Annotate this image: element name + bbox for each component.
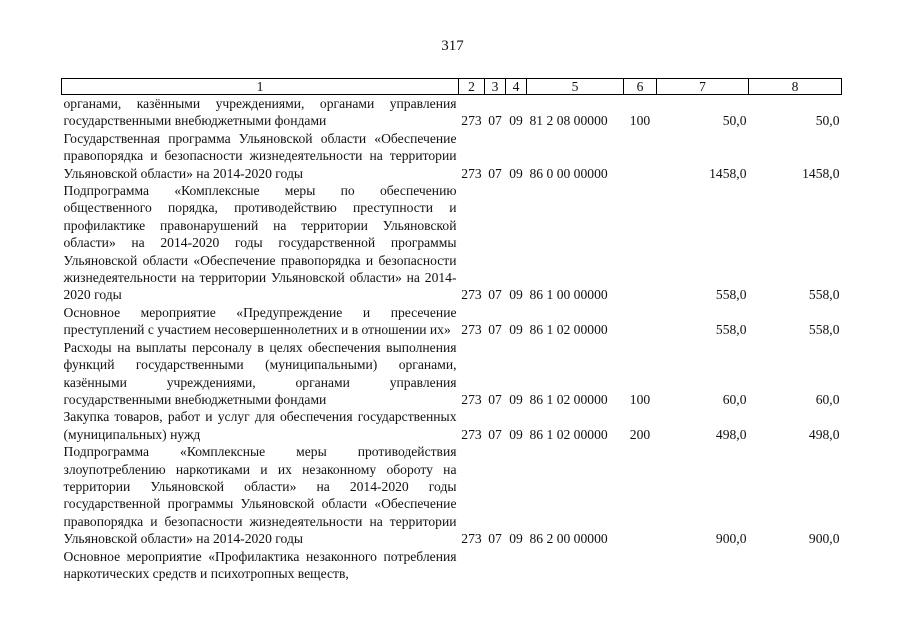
page-number: 317: [441, 38, 464, 54]
target-article-code: 86 1 02 00000: [529, 426, 608, 442]
column-header: 7: [657, 79, 749, 95]
section-code: 07: [488, 531, 502, 547]
table-row: [62, 182, 842, 304]
section-code: 07: [488, 113, 502, 129]
amount-col7: 900,0: [715, 531, 747, 547]
ministry-code: [459, 548, 485, 583]
subsection-code: 09: [509, 113, 523, 129]
column-header: 6: [624, 79, 657, 95]
amount-col7: 60,0: [722, 391, 747, 407]
expense-type-code: [624, 304, 657, 339]
row-description: Закупка товаров, работ и услуг для обеспечения государственных (муниципальных) нужд: [63, 409, 457, 442]
amount-col8: 558,0: [808, 322, 840, 338]
table-row: [62, 408, 842, 443]
column-header: 3: [485, 79, 506, 95]
table-row: [62, 130, 842, 182]
subsection-code: 09: [509, 426, 523, 442]
ministry-code: 273: [461, 531, 482, 547]
amount-col7: 50,0: [722, 113, 747, 129]
subsection-code: [506, 548, 527, 583]
target-article-code: 86 1 02 00000: [529, 322, 608, 338]
expense-type-code: 100: [629, 391, 651, 407]
ministry-code: 273: [461, 391, 482, 407]
amount-col8: 900,0: [808, 531, 840, 547]
row-description: Основное мероприятие «Предупреждение и пресечение преступлений с участием несовершеннолетних и в отношении их»: [63, 304, 457, 338]
amount-col7: 1458,0: [709, 165, 747, 181]
section-code: 07: [488, 391, 502, 407]
ministry-code: 273: [461, 426, 482, 442]
table-row: [62, 304, 842, 339]
column-header: 4: [506, 79, 527, 95]
expense-type-code: 100: [629, 113, 651, 129]
section-code: [485, 548, 506, 583]
table-row: [62, 95, 842, 130]
expense-type-code: [624, 182, 657, 304]
target-article-code: [527, 548, 624, 583]
amount-col7: 498,0: [715, 426, 747, 442]
amount-col8: 60,0: [815, 391, 840, 407]
row-description: Государственная программа Ульяновской области «Обеспечение правопорядка и безопасности жизнедеятельности на территории Ульяновской области» на 2014-2020 годы: [63, 130, 457, 181]
expense-type-code: [624, 548, 657, 583]
subsection-code: 09: [509, 531, 523, 547]
amount-col7: 558,0: [715, 322, 747, 338]
row-description: Расходы на выплаты персоналу в целях обеспечения выполнения функций государственными (муниципальными) органами, казёнными учреждениями, органами управления государственными внебюджетными фондами: [63, 339, 457, 407]
amount-col8: 1458,0: [802, 165, 840, 181]
subsection-code: 09: [509, 391, 523, 407]
ministry-code: 273: [461, 113, 482, 129]
target-article-code: 86 0 00 00000: [529, 165, 608, 181]
row-description: Подпрограмма «Комплексные меры по обеспечению общественного порядка, противодействию преступности и профилактике правонарушений на территории Ульяновской области» на 2014-2020 годы государственной программы Ульяновской области «Обеспечение правопорядка и безопасности жизнедеятельности на территории Ульяновской области» на 2014-2020 годы: [63, 183, 457, 303]
expense-type-code: 200: [629, 426, 651, 442]
table-row: [62, 443, 842, 547]
target-article-code: 86 1 00 00000: [529, 287, 608, 303]
amount-col8: 558,0: [808, 287, 840, 303]
subsection-code: 09: [509, 165, 523, 181]
ministry-code: 273: [461, 322, 482, 338]
header-row: [62, 79, 842, 95]
target-article-code: 86 1 02 00000: [529, 391, 608, 407]
amount-col8: 498,0: [808, 426, 840, 442]
section-code: 07: [488, 322, 502, 338]
table-row: [62, 339, 842, 409]
column-header: 8: [749, 79, 842, 95]
ministry-code: 273: [461, 287, 482, 303]
amount-col7: 558,0: [715, 287, 747, 303]
row-description: органами, казёнными учреждениями, органами управления государственными внебюджетными фондами: [63, 96, 457, 129]
row-description: Подпрограмма «Комплексные меры противодействия злоупотреблению наркотиками и их незаконному обороту на территории Ульяновской области» на 2014-2020 годы государственной программы Ульяновской области «Обеспечение правопорядка и безопасности жизнедеятельности на территории Ульяновской области» на 2014-2020 годы: [63, 444, 457, 547]
target-article-code: 81 2 08 00000: [529, 113, 608, 129]
amount-col8: [749, 548, 842, 583]
target-article-code: 86 2 00 00000: [529, 531, 608, 547]
amount-col7: [657, 548, 749, 583]
column-header: 1: [62, 79, 459, 95]
subsection-code: 09: [509, 322, 523, 338]
table-row: [62, 548, 842, 583]
subsection-code: 09: [509, 287, 523, 303]
section-code: 07: [488, 287, 502, 303]
section-code: 07: [488, 165, 502, 181]
amount-col8: 50,0: [815, 113, 840, 129]
expense-type-code: [624, 130, 657, 182]
column-header: 5: [527, 79, 624, 95]
expense-type-code: [624, 443, 657, 547]
section-code: 07: [488, 426, 502, 442]
budget-table: [61, 78, 842, 582]
row-description: Основное мероприятие «Профилактика незаконного потребления наркотических средств и психотропных веществ,: [63, 548, 457, 581]
column-header: 2: [459, 79, 485, 95]
table-body: [62, 95, 842, 583]
ministry-code: 273: [461, 165, 482, 181]
